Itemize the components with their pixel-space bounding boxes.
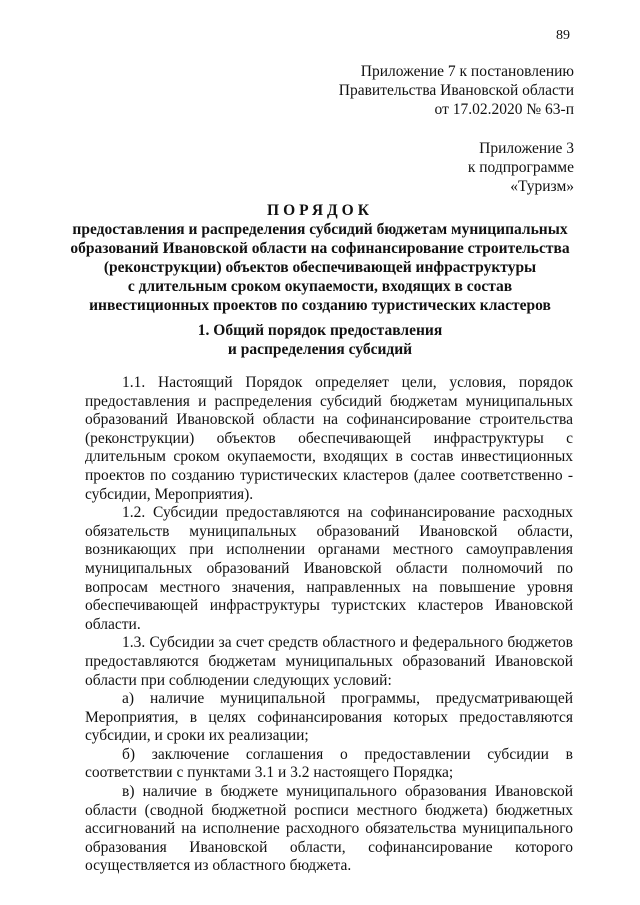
document-subtitle bbox=[70, 220, 570, 315]
paragraph: в) наличие в бюджете муниципального образования Ивановской области (сводной бюджетной росписи местного бюджета) бюджетных ассигнований на исполнение расходного обязательства муниципального образования Ивановской области, софинансирование которого осуществляется из областного бюджета. bbox=[85, 783, 573, 875]
paragraph: б) заключение соглашения о предоставлении субсидии в соответствии с пунктами 3.1 и 3.2 настоящего Порядка; bbox=[85, 745, 573, 782]
attachment-header-line: Приложение 7 к постановлению bbox=[360, 63, 574, 80]
subtitle-line: с длительным сроком окупаемости, входящих в состав bbox=[127, 278, 513, 295]
attachment-header-line: Правительства Ивановской области bbox=[338, 82, 574, 99]
section-heading-line: 1. Общий порядок предоставления bbox=[197, 322, 443, 339]
program-header-line: «Туризм» bbox=[510, 178, 574, 195]
document-title: ПОРЯДОК bbox=[267, 202, 373, 219]
paragraph: 1.2. Субсидии предоставляются на софинансирование расходных обязательств муниципальных образований Ивановской области, возникающих при исполнении органами местного самоуправления муниципальных образований Ивановской области полномочий по вопросам местного значения, направленных на повышение уровня обеспечивающей инфраструктуры туристских кластеров Ивановской области. bbox=[85, 504, 573, 633]
attachment-header bbox=[339, 62, 574, 119]
program-header bbox=[468, 139, 574, 196]
subtitle-line: инвестиционных проектов по созданию туристических кластеров bbox=[89, 297, 551, 314]
paragraph: 1.3. Субсидии за счет средств областного и федерального бюджетов предоставляются бюджетам муниципальных образований Ивановской области при соблюдении следующих условий: bbox=[85, 634, 573, 689]
program-header-line: Приложение 3 bbox=[479, 140, 574, 157]
subtitle-line: предоставления и распределения субсидий бюджетам муниципальных bbox=[72, 221, 568, 238]
paragraph: а) наличие муниципальной программы, предусматривающей Мероприятия, в целях софинансирования которых предоставляются субсидии, и сроки их реализации; bbox=[85, 690, 573, 745]
section-heading-line: и распределения субсидий bbox=[227, 341, 413, 358]
attachment-header-line: от 17.02.2020 № 63-п bbox=[434, 101, 574, 118]
program-header-line: к подпрограмме bbox=[467, 159, 574, 176]
subtitle-line: образований Ивановской области на софинансирование строительства bbox=[70, 240, 570, 257]
section-heading bbox=[70, 321, 570, 359]
page-number: 89 bbox=[556, 28, 570, 43]
paragraph: 1.1. Настоящий Порядок определяет цели, условия, порядок предоставления и распределения субсидий бюджетам муниципальных образований Ивановской области на софинансирование строительства (реконструкции) объектов обеспечивающей инфраструктуры с длительным сроком окупаемости, входящих в состав инвестиционных проектов по созданию туристических кластеров (далее соответственно - субсидии, Мероприятия). bbox=[85, 374, 573, 503]
subtitle-line: (реконструкции) объектов обеспечивающей инфраструктуры bbox=[103, 259, 537, 276]
document-body bbox=[85, 374, 573, 876]
